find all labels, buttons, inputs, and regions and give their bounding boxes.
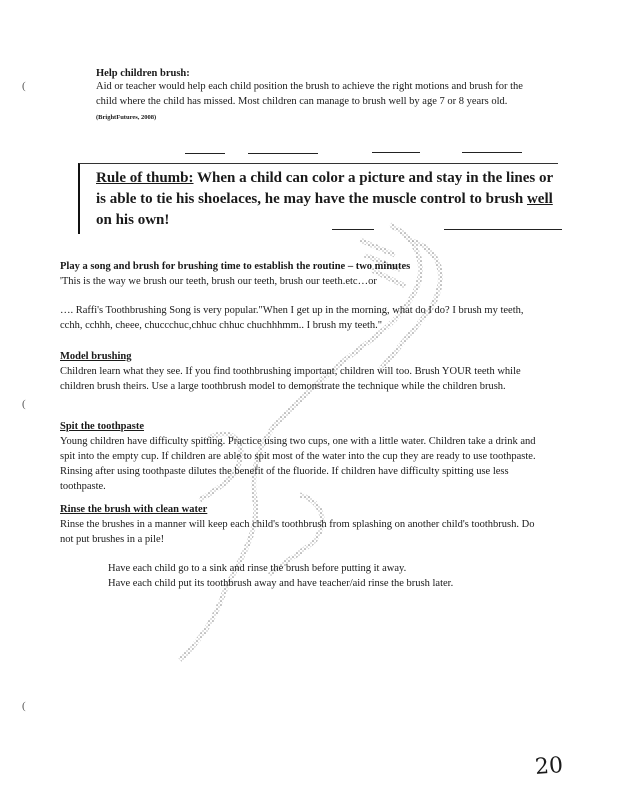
help-citation: (BrightFutures, 2008) [96, 114, 157, 121]
rinse-text: Rinse the brushes in a manner will keep each child's toothbrush from splashing on another child's toothbrush. Do not put brushes in a pile! [60, 519, 535, 545]
rinse-item-2: Have each child put its toothbrush away and have teacher/aid rinse the brush later. [108, 578, 454, 589]
margin-mark: ( [22, 80, 26, 92]
spit-section [60, 419, 540, 494]
separator-dash [332, 229, 374, 230]
model-section [60, 349, 540, 394]
rule-well: well [526, 191, 553, 207]
rule-label: Rule of thumb: [96, 170, 194, 186]
song-heading: Play a song and brush for brushing time to establish the routine – two minutes [60, 261, 411, 272]
rinse-section [60, 502, 540, 591]
separator-dash [372, 152, 420, 153]
song-section [60, 259, 540, 333]
separator-dash [444, 229, 562, 230]
separator-dash [462, 152, 522, 153]
rule-text-1: When a child can color a picture and stay in the lines or is able to tie his shoelaces, he may have the muscle control to brush [96, 170, 553, 207]
page-number: 20 [534, 753, 564, 780]
margin-mark: ( [22, 700, 26, 712]
rule-text-2: on his own! [96, 212, 170, 228]
help-section [96, 68, 536, 125]
rule-of-thumb-text [96, 168, 556, 231]
spit-heading: Spit the toothpaste [60, 421, 145, 432]
help-text: Aid or teacher would help each child position the brush to achieve the right motions and brush for the child where the child has missed. Most children can manage to brush well by age 7 or 8 years old. [96, 81, 523, 107]
model-heading: Model brushing [60, 351, 132, 362]
song-line-2: …. Raffi's Toothbrushing Song is very popular."When I get up in the morning, what do I do? I brush my teeth, cchh, cchhh, cheee, chuccchuc,chhuc chhuc chuchhhmm.. I brush my teeth." [60, 305, 524, 331]
margin-mark: ( [22, 398, 26, 410]
separator-dash [248, 153, 318, 154]
help-heading: Help children brush: [96, 68, 190, 79]
rinse-item-1: Have each child go to a sink and rinse the brush before putting it away. [108, 563, 407, 574]
separator-dash [185, 153, 225, 154]
help-paragraph [96, 79, 536, 125]
spit-text: Young children have difficulty spitting. Practice using two cups, one with a little water. Children take a drink and spit into the empty cup. If children are able to spit most of the water into the cup they are ready to use toothpaste. Rinsing after using toothpaste dilutes the benefit of the fluoride. If children have difficulty spitting use less toothpaste. [60, 436, 536, 492]
rinse-heading: Rinse the brush with clean water [60, 504, 208, 515]
song-line-1: 'This is the way we brush our teeth, brush our teeth, brush our teeth.etc…or [60, 276, 377, 287]
model-text: Children learn what they see. If you find toothbrushing important, children will too. Brush YOUR teeth while children brush theirs. Use a large toothbrush model to demonstrate the technique while the children brush. [60, 366, 521, 392]
